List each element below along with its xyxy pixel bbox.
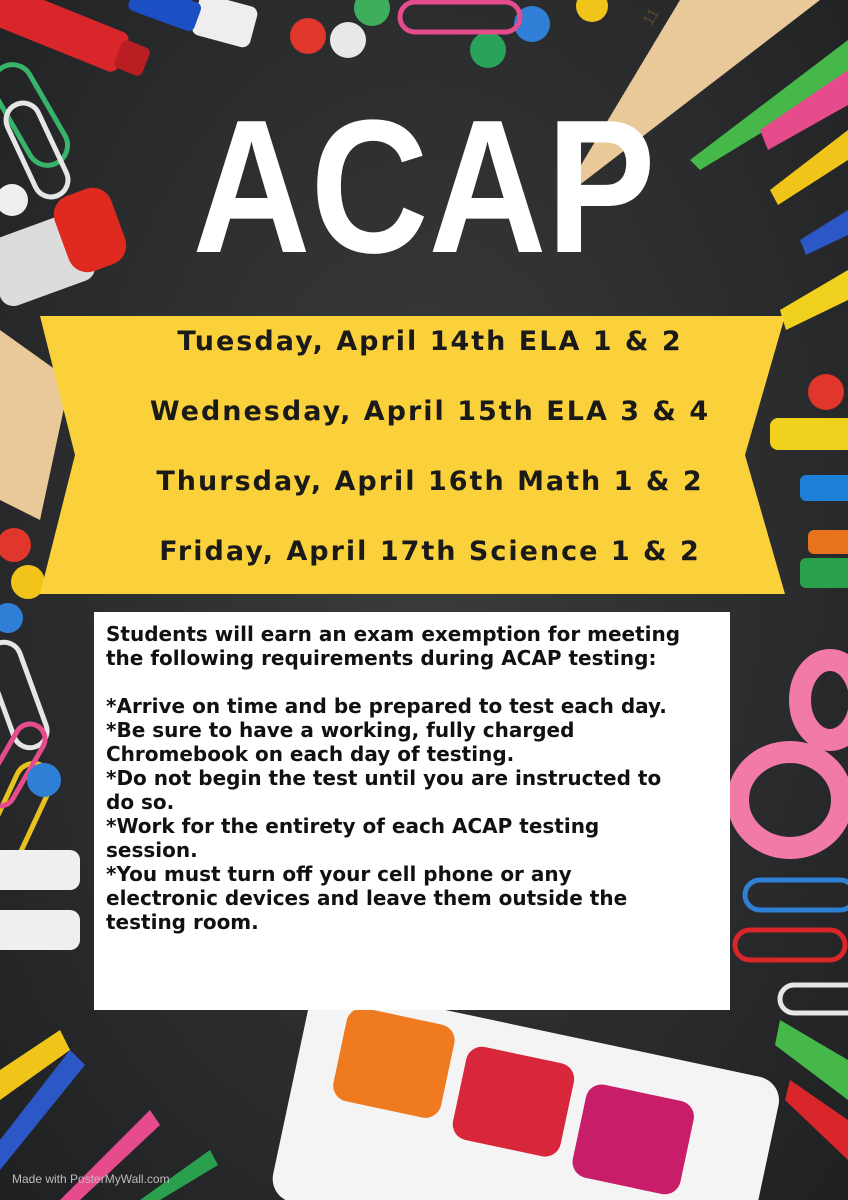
rule-line: do so.: [106, 790, 175, 814]
schedule-item-wednesday: Wednesday, April 15th ELA 3 & 4: [149, 396, 711, 427]
ruler-numbers: 11: [640, 5, 664, 29]
rule-line: electronic devices and leave them outside the: [106, 886, 628, 910]
paperclip-icon: [735, 880, 848, 1013]
schedule-item-thursday: Thursday, April 16th Math 1 & 2: [156, 466, 704, 497]
intro-text: Students will earn an exam exemption for meeting: [106, 622, 681, 646]
chalk-icon: [0, 850, 80, 890]
rule-line: session.: [106, 838, 198, 862]
intro-text: the following requirements during ACAP testing:: [106, 646, 657, 670]
requirements-box: [94, 612, 730, 1010]
scissors-icon: [738, 660, 848, 848]
page-title: ACAP: [192, 81, 656, 293]
rule-line: *Work for the entirety of each ACAP testing: [106, 814, 600, 838]
rule-line: *Do not begin the test until you are instructed to: [106, 766, 662, 790]
rule-line: Chromebook on each day of testing.: [106, 742, 515, 766]
rule-line: *Be sure to have a working, fully charged: [106, 718, 575, 742]
rule-line: *Arrive on time and be prepared to test each day.: [106, 694, 667, 718]
watermark-footer: Made with PosterMyWall.com: [12, 1172, 170, 1186]
schedule-item-friday: Friday, April 17th Science 1 & 2: [159, 536, 701, 567]
watercolor-palette-icon: [268, 982, 783, 1200]
chalk-icon: [0, 910, 80, 950]
rule-line: testing room.: [106, 910, 259, 934]
rule-line: *You must turn off your cell phone or any: [106, 862, 572, 886]
schedule-item-tuesday: Tuesday, April 14th ELA 1 & 2: [177, 326, 683, 357]
